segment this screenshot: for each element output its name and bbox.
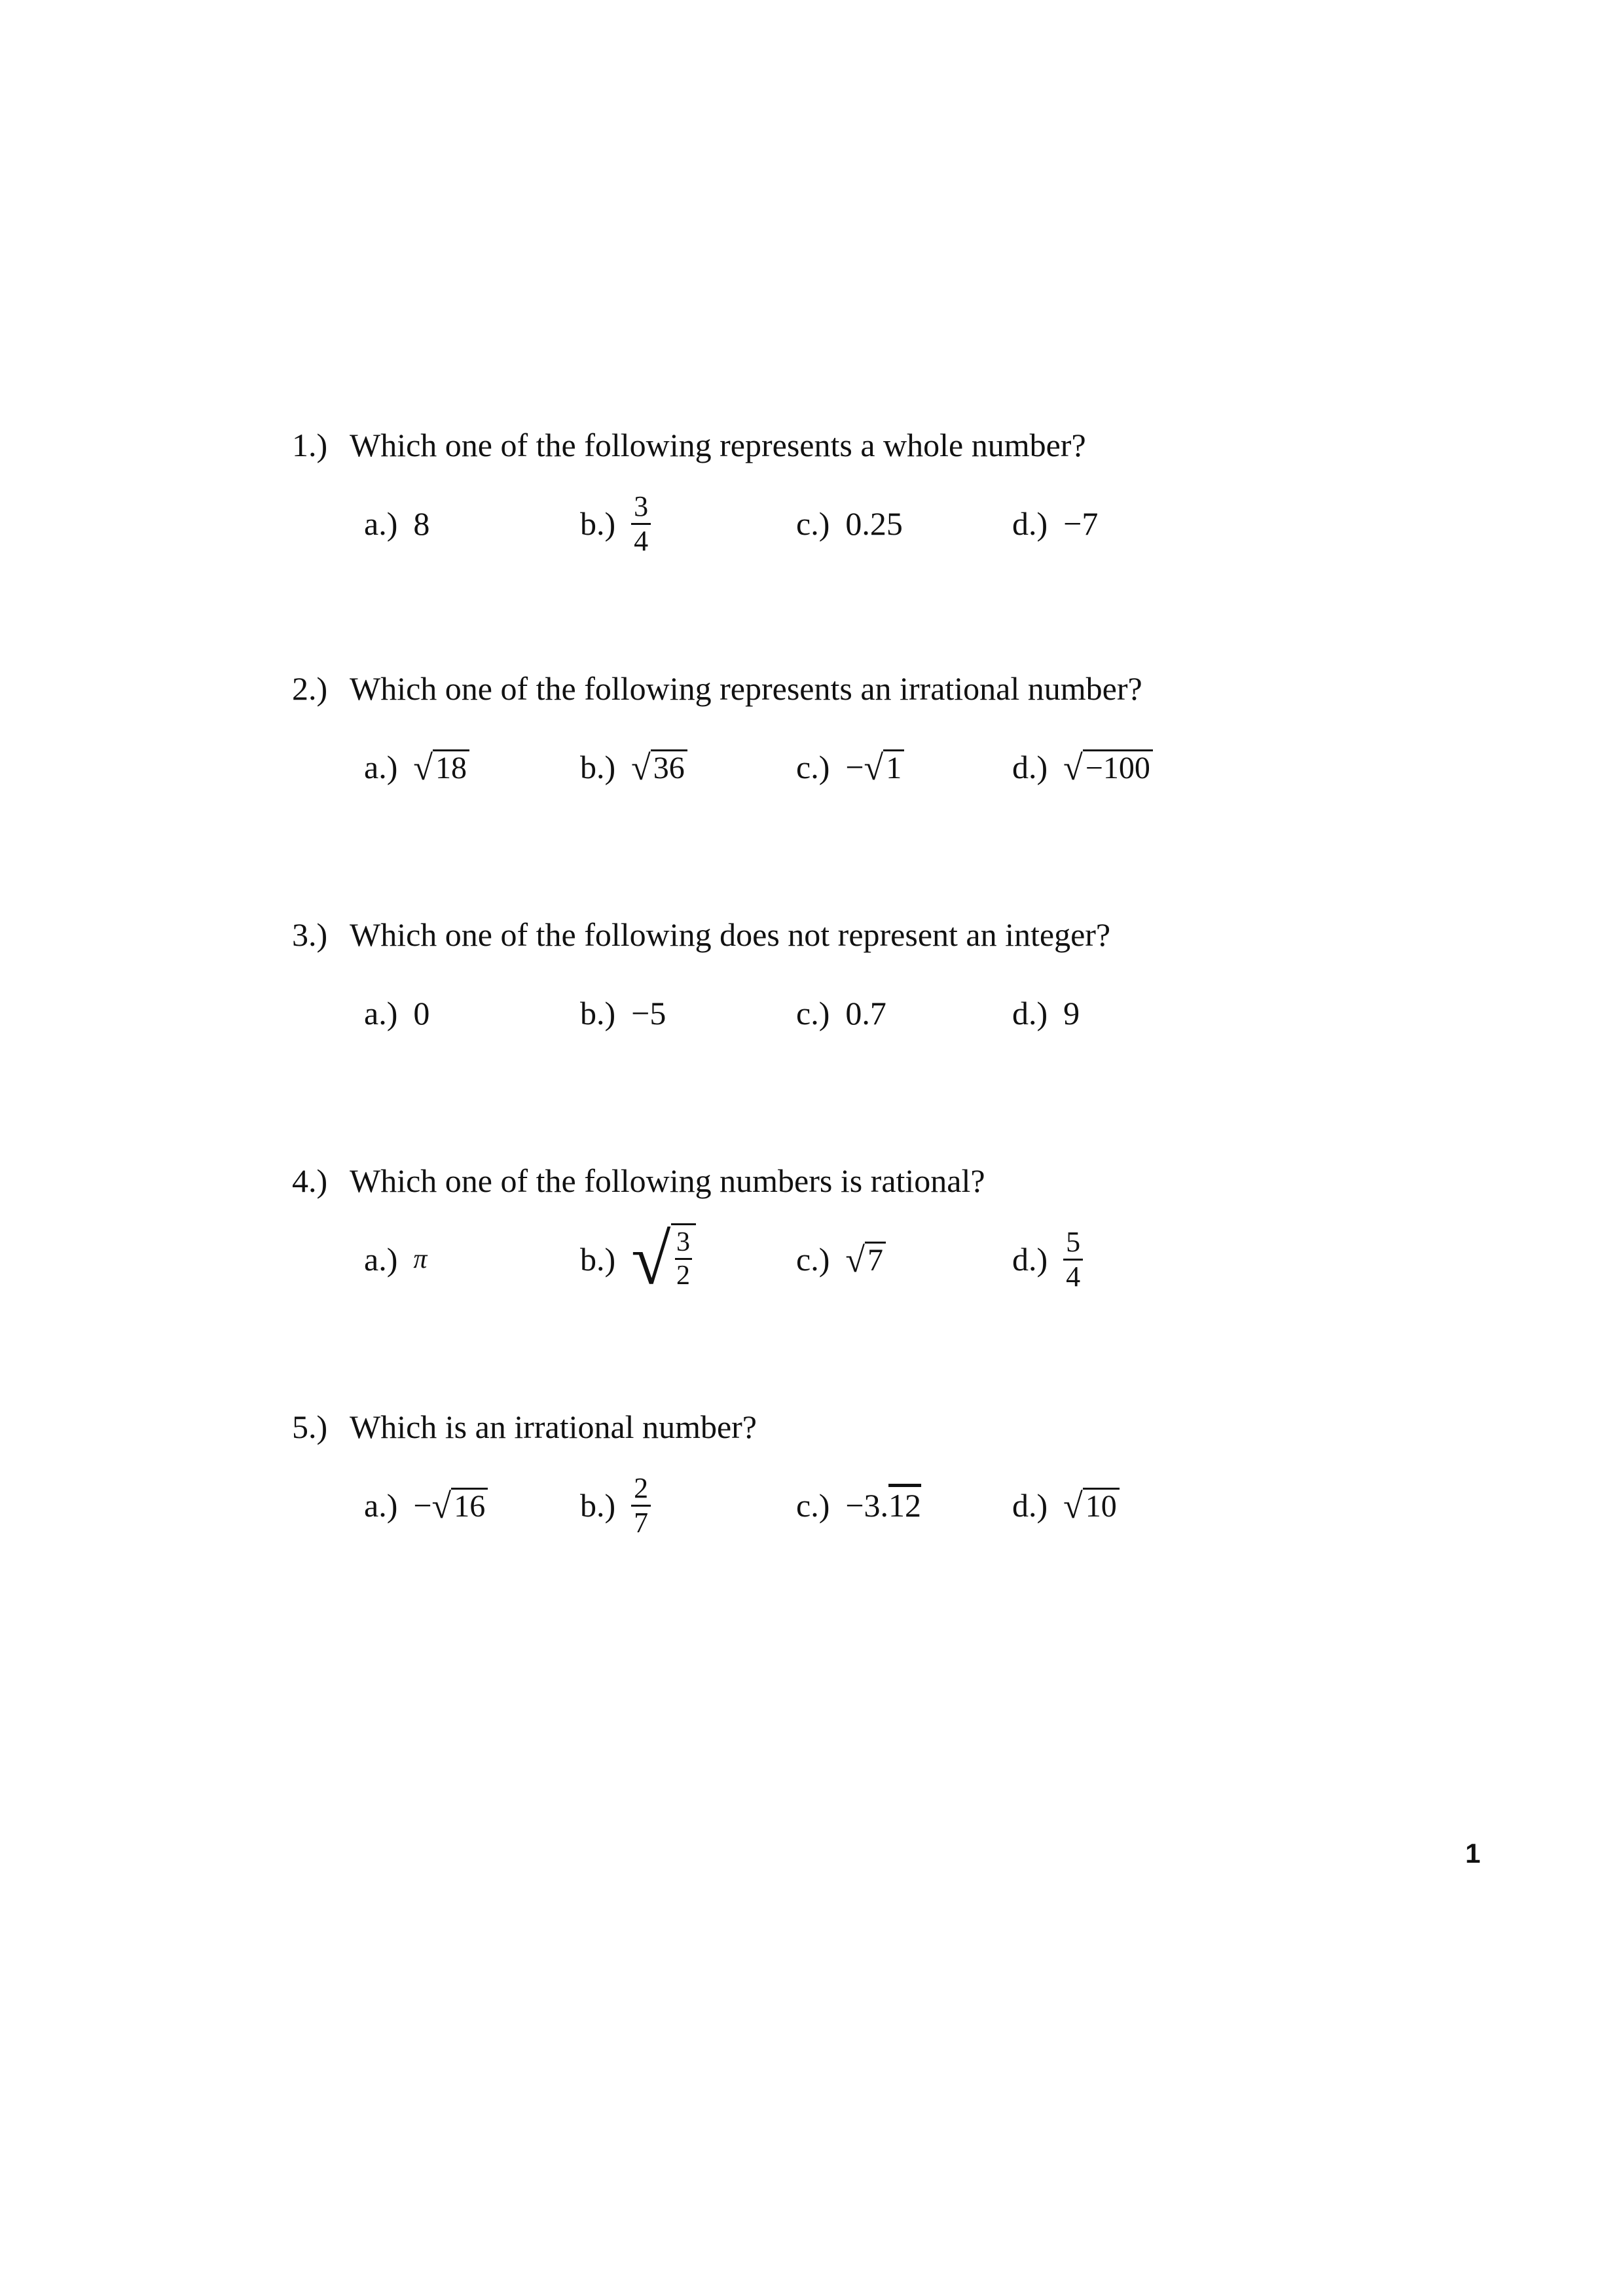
radical-sign: √ [631, 1219, 671, 1299]
question-2-text [292, 669, 1405, 708]
question-1-choices [364, 478, 1346, 569]
question-number: 5.) [292, 1408, 328, 1445]
choice-letter: a.) [364, 1241, 398, 1278]
question-prompt: Which is an irrational number? [350, 1408, 757, 1445]
denominator: 2 [676, 1261, 691, 1291]
numerator: 3 [634, 490, 649, 522]
radical-sign: √ [631, 747, 651, 787]
denominator: 4 [1066, 1260, 1081, 1293]
question-prompt: Which one of the following does not represent an integer? [350, 916, 1111, 953]
numerator: 5 [1066, 1225, 1081, 1258]
choice-value: 0.7 [845, 995, 886, 1031]
negative-sign: − [845, 749, 864, 785]
choice-4a[interactable] [364, 1213, 427, 1305]
question-5-text [292, 1407, 1405, 1446]
question-prompt: Which one of the following represents an irrational number? [350, 670, 1142, 707]
radicand: 36 [651, 749, 687, 785]
choice-4d[interactable] [1012, 1213, 1083, 1305]
choice-1b[interactable] [580, 478, 651, 569]
decimal-prefix: −3. [845, 1487, 889, 1524]
repeating-digits: 12 [888, 1487, 922, 1524]
choice-value: −7 [1063, 505, 1099, 542]
question-2 [292, 669, 1405, 787]
choice-letter: a.) [364, 995, 398, 1031]
fraction [631, 1473, 651, 1538]
choice-letter: d.) [1012, 995, 1048, 1031]
fraction-bar [675, 1258, 692, 1260]
choice-letter: b.) [580, 1241, 616, 1278]
choice-letter: c.) [796, 505, 830, 542]
question-4 [292, 1161, 1405, 1299]
choice-value: 0 [413, 995, 430, 1031]
choice-1d[interactable] [1012, 478, 1098, 569]
radicand: 16 [451, 1488, 488, 1524]
square-root-of-fraction [631, 1219, 695, 1299]
numerator: 2 [634, 1471, 649, 1504]
square-root [1063, 1488, 1120, 1524]
square-root [864, 749, 905, 785]
numerator: 3 [676, 1227, 691, 1257]
question-5-choices [364, 1460, 1346, 1551]
choice-2b[interactable] [580, 721, 687, 813]
fraction [631, 492, 651, 556]
question-2-choices [364, 721, 1346, 813]
radical-sign: √ [1063, 747, 1083, 787]
choice-letter: a.) [364, 1487, 398, 1524]
radicand: 7 [865, 1242, 886, 1278]
choice-3c[interactable] [796, 967, 886, 1059]
square-root [432, 1488, 488, 1524]
question-prompt: Which one of the following represents a whole number? [350, 427, 1086, 463]
choice-letter: b.) [580, 749, 616, 785]
choice-letter: b.) [580, 995, 616, 1031]
radical-sign: √ [431, 1486, 452, 1526]
question-4-text [292, 1161, 1405, 1200]
radicand: 1 [883, 749, 904, 785]
choice-1c[interactable] [796, 478, 903, 569]
choice-4c[interactable] [796, 1213, 886, 1305]
choice-letter: a.) [364, 505, 398, 542]
choice-letter: d.) [1012, 1487, 1048, 1524]
question-number: 2.) [292, 670, 328, 707]
choice-1a[interactable] [364, 478, 429, 569]
question-prompt: Which one of the following numbers is rational? [350, 1162, 985, 1199]
radical-sign: √ [1063, 1486, 1083, 1526]
choice-value: 0.25 [845, 505, 903, 542]
choice-letter: d.) [1012, 505, 1048, 542]
repeating-decimal [845, 1486, 921, 1524]
question-3-choices [364, 967, 1346, 1059]
choice-5a[interactable] [364, 1460, 488, 1551]
question-5 [292, 1407, 1405, 1539]
question-1 [292, 425, 1405, 557]
radical-sign: √ [413, 747, 433, 787]
choice-3b[interactable] [580, 967, 666, 1059]
choice-letter: c.) [796, 1241, 830, 1278]
choice-letter: c.) [796, 995, 830, 1031]
choice-value: 9 [1063, 995, 1080, 1031]
choice-letter: d.) [1012, 749, 1048, 785]
question-4-choices [364, 1213, 1346, 1305]
question-1-text [292, 425, 1405, 465]
fraction [671, 1223, 696, 1290]
choice-value: π [413, 1244, 428, 1274]
negative-sign: − [413, 1487, 432, 1524]
radical-sign: √ [864, 747, 884, 787]
choice-2d[interactable] [1012, 721, 1153, 813]
choice-5b[interactable] [580, 1460, 651, 1551]
radicand: −100 [1083, 749, 1153, 785]
square-root [845, 1242, 886, 1278]
choice-3a[interactable] [364, 967, 429, 1059]
square-root [1063, 749, 1153, 785]
choice-value: −5 [631, 995, 666, 1031]
choice-4b[interactable] [580, 1213, 696, 1305]
choice-letter: b.) [580, 1487, 616, 1524]
question-number: 1.) [292, 427, 328, 463]
question-3 [292, 915, 1405, 1031]
radicand: 18 [433, 749, 469, 785]
choice-letter: a.) [364, 749, 398, 785]
choice-5c[interactable] [796, 1460, 921, 1551]
choice-letter: d.) [1012, 1241, 1048, 1278]
choice-letter: c.) [796, 1487, 830, 1524]
choice-letter: b.) [580, 505, 616, 542]
square-root [631, 749, 687, 785]
square-root [413, 749, 469, 785]
denominator: 7 [634, 1506, 649, 1539]
denominator: 4 [634, 524, 649, 557]
choice-2c[interactable] [796, 721, 904, 813]
question-number: 3.) [292, 916, 328, 953]
radical-sign: √ [845, 1240, 865, 1280]
fraction [1063, 1227, 1083, 1292]
choice-letter: c.) [796, 749, 830, 785]
choice-value: 8 [413, 505, 430, 542]
radicand: 10 [1083, 1488, 1120, 1524]
choice-5d[interactable] [1012, 1460, 1120, 1551]
choice-2a[interactable] [364, 721, 469, 813]
question-number: 4.) [292, 1162, 328, 1199]
question-3-text [292, 915, 1405, 954]
page-number: 1 [1465, 1838, 1481, 1869]
choice-3d[interactable] [1012, 967, 1080, 1059]
